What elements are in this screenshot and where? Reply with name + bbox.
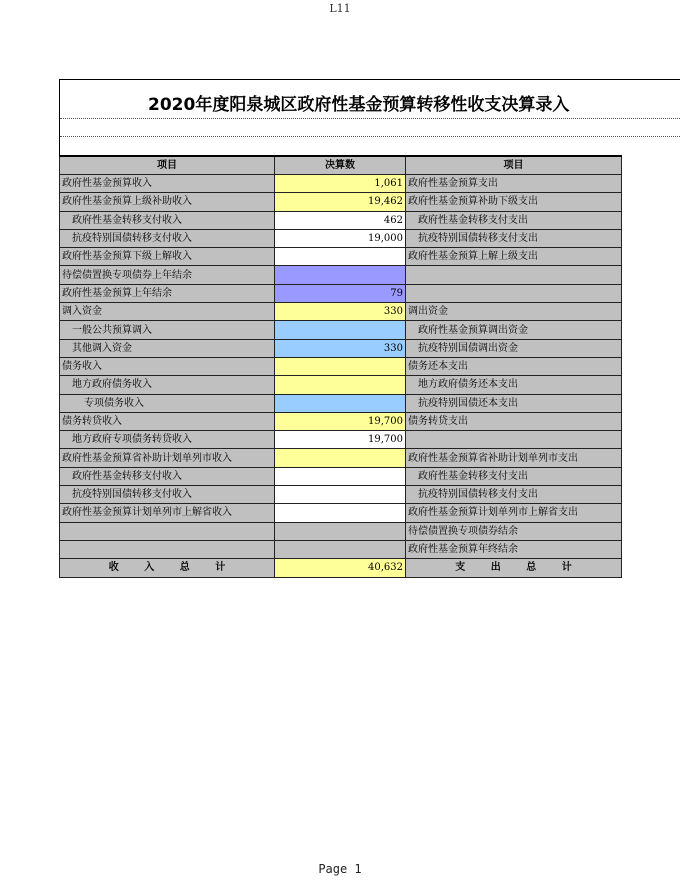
income-item: 专项债务收入 (60, 394, 275, 412)
income-item: 政府性基金预算省补助计划单列市收入 (60, 449, 275, 467)
expense-item: 政府性基金转移支付支出 (406, 211, 622, 229)
expense-total-label: 支 出 总 计 (406, 559, 622, 577)
income-item (60, 540, 275, 558)
amount-cell[interactable] (275, 467, 406, 485)
page-title: 2020年度阳泉城区政府性基金预算转移性收支决算录入 (148, 95, 570, 115)
table-row (60, 449, 622, 467)
table-row (60, 504, 622, 522)
header-row (60, 156, 622, 175)
expense-item: 政府性基金转移支付支出 (406, 467, 622, 485)
income-item: 地方政府债务收入 (60, 376, 275, 394)
expense-item (406, 266, 622, 284)
amount-cell[interactable] (275, 394, 406, 412)
amount-cell[interactable] (275, 504, 406, 522)
table-row (60, 376, 622, 394)
header-income-item: 项目 (60, 156, 275, 175)
table-row (60, 486, 622, 504)
budget-table (59, 155, 622, 578)
income-item: 债务转贷收入 (60, 412, 275, 430)
expense-item: 政府性基金预算调出资金 (406, 321, 622, 339)
income-item: 待偿债置换专项债券上年结余 (60, 266, 275, 284)
amount-cell[interactable]: 1,061 (275, 175, 406, 193)
table-row (60, 540, 622, 558)
income-item: 抗疫特别国债转移支付收入 (60, 486, 275, 504)
income-item: 政府性基金预算下级上解收入 (60, 248, 275, 266)
income-item: 政府性基金转移支付收入 (60, 211, 275, 229)
income-item: 债务收入 (60, 357, 275, 375)
table-row (60, 357, 622, 375)
income-item: 政府性基金预算收入 (60, 175, 275, 193)
total-row (60, 559, 622, 577)
table-row (60, 467, 622, 485)
expense-item (406, 284, 622, 302)
expense-item: 调出资金 (406, 303, 622, 321)
expense-item: 抗疫特别国债转移支付支出 (406, 229, 622, 247)
expense-item: 地方政府债务还本支出 (406, 376, 622, 394)
income-item: 其他调入资金 (60, 339, 275, 357)
amount-cell[interactable]: 330 (275, 339, 406, 357)
dotted-divider (60, 136, 680, 137)
amount-cell[interactable] (275, 486, 406, 504)
amount-cell[interactable]: 462 (275, 211, 406, 229)
table-row (60, 394, 622, 412)
table-row (60, 412, 622, 430)
income-item: 政府性基金转移支付收入 (60, 467, 275, 485)
table-row (60, 175, 622, 193)
income-total-amount[interactable]: 40,632 (275, 559, 406, 577)
expense-item: 抗疫特别国债调出资金 (406, 339, 622, 357)
expense-item: 政府性基金预算支出 (406, 175, 622, 193)
table-row (60, 303, 622, 321)
expense-item: 债务还本支出 (406, 357, 622, 375)
income-item: 抗疫特别国债转移支付收入 (60, 229, 275, 247)
table-row (60, 321, 622, 339)
table-row (60, 339, 622, 357)
amount-cell[interactable]: 19,462 (275, 193, 406, 211)
expense-item: 政府性基金预算计划单列市上解省支出 (406, 504, 622, 522)
income-item (60, 522, 275, 540)
title-frame (59, 79, 680, 157)
table-row (60, 431, 622, 449)
table-row (60, 266, 622, 284)
table-row (60, 522, 622, 540)
amount-cell[interactable]: 79 (275, 284, 406, 302)
header-amount: 决算数 (275, 156, 406, 175)
expense-item: 政府性基金预算省补助计划单列市支出 (406, 449, 622, 467)
income-item: 政府性基金预算计划单列市上解省收入 (60, 504, 275, 522)
expense-item: 抗疫特别国债转移支付支出 (406, 486, 622, 504)
amount-cell[interactable] (275, 449, 406, 467)
income-total-label: 收 入 总 计 (60, 559, 275, 577)
amount-cell[interactable] (275, 376, 406, 394)
table-row (60, 211, 622, 229)
page-footer: Page 1 (318, 862, 362, 876)
income-item: 政府性基金预算上级补助收入 (60, 193, 275, 211)
income-item: 地方政府专项债务转贷收入 (60, 431, 275, 449)
amount-cell[interactable]: 19,700 (275, 431, 406, 449)
table-row (60, 284, 622, 302)
amount-cell[interactable] (275, 321, 406, 339)
amount-cell (275, 540, 406, 558)
expense-item: 抗疫特别国债还本支出 (406, 394, 622, 412)
expense-item: 债务转贷支出 (406, 412, 622, 430)
expense-item: 政府性基金预算年终结余 (406, 540, 622, 558)
income-item: 调入资金 (60, 303, 275, 321)
amount-cell[interactable] (275, 248, 406, 266)
expense-item: 政府性基金预算补助下级支出 (406, 193, 622, 211)
amount-cell[interactable] (275, 266, 406, 284)
expense-item: 待偿债置换专项债券结余 (406, 522, 622, 540)
amount-cell[interactable]: 19,000 (275, 229, 406, 247)
table-row (60, 229, 622, 247)
amount-cell (275, 522, 406, 540)
table-row (60, 248, 622, 266)
expense-item: 政府性基金预算上解上级支出 (406, 248, 622, 266)
income-item: 一般公共预算调入 (60, 321, 275, 339)
income-item: 政府性基金预算上年结余 (60, 284, 275, 302)
dotted-divider (60, 118, 680, 119)
amount-cell[interactable]: 19,700 (275, 412, 406, 430)
amount-cell[interactable] (275, 357, 406, 375)
amount-cell[interactable]: 330 (275, 303, 406, 321)
expense-item (406, 431, 622, 449)
table-row (60, 193, 622, 211)
page-header: L11 (329, 2, 351, 15)
header-expense-item: 项目 (406, 156, 622, 175)
